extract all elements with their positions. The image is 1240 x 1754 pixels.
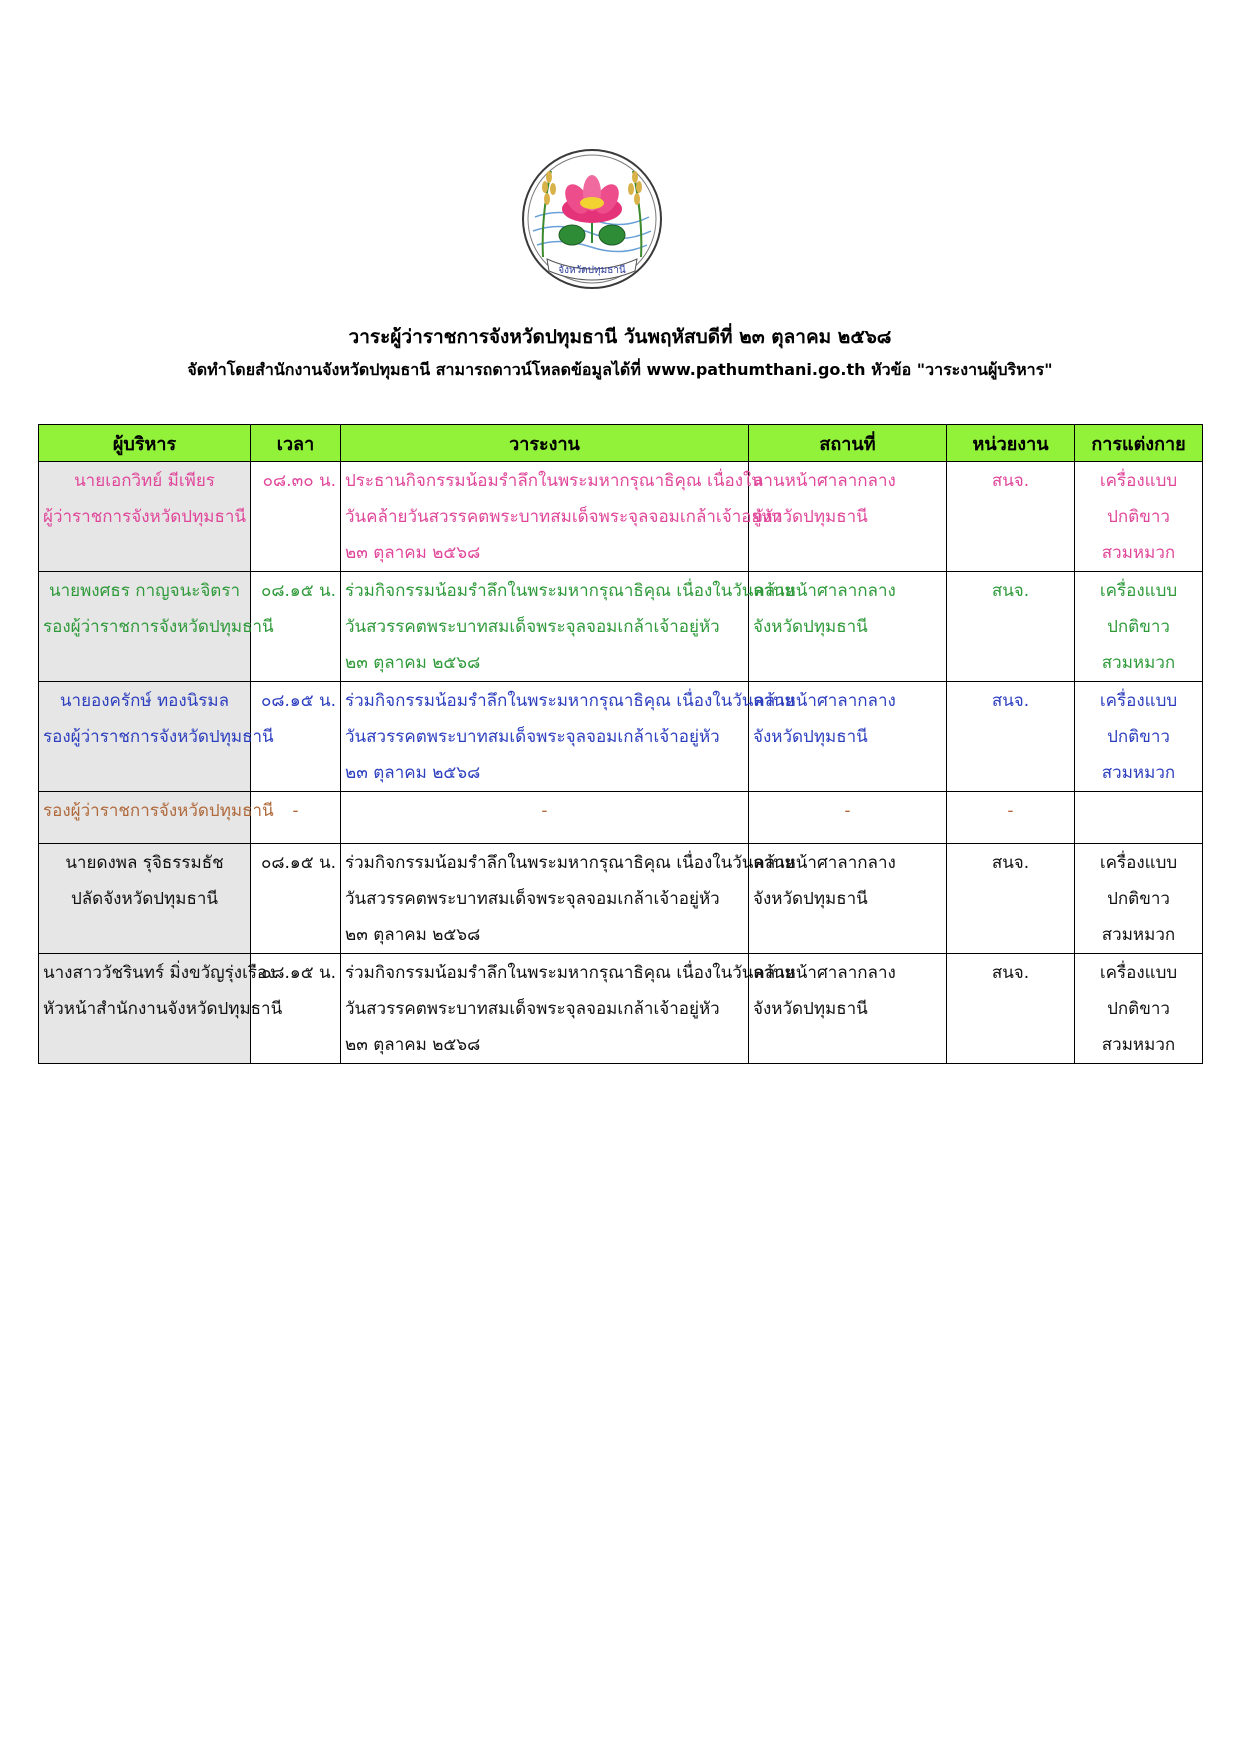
place-cell: - xyxy=(749,792,947,844)
place-line: จังหวัดปทุมธานี xyxy=(753,507,868,527)
dress-cell xyxy=(1075,954,1203,1064)
place-line: จังหวัดปทุมธานี xyxy=(753,999,868,1019)
agenda-cell xyxy=(341,462,783,572)
agenda-line: ๒๓ ตุลาคม ๒๕๖๘ xyxy=(345,653,481,673)
dress-cell xyxy=(1075,844,1203,954)
place-line: ลานหน้าศาลากลาง xyxy=(753,471,896,491)
executive-cell xyxy=(39,954,283,1064)
column-header-time: เวลา xyxy=(251,425,341,462)
place-cell xyxy=(749,572,947,682)
time-cell: ๐๘.๑๕ น. xyxy=(251,844,341,954)
agenda-line: วันคล้ายวันสวรรคตพระบาทสมเด็จพระจุลจอมเกล้าเจ้าอยู่หัว xyxy=(345,507,783,527)
dress-line: ปกติขาว xyxy=(1107,999,1170,1019)
agenda-line: ร่วมกิจกรรมน้อมรำลึกในพระมหากรุณาธิคุณ เนื่องในวันคล้าย xyxy=(345,963,795,983)
agenda-line: วันสวรรคตพระบาทสมเด็จพระจุลจอมเกล้าเจ้าอยู่หัว xyxy=(345,999,720,1019)
dress-cell xyxy=(1075,462,1203,572)
dress-line: เครื่องแบบ xyxy=(1099,963,1178,983)
executive-cell xyxy=(39,844,251,954)
table-header-row xyxy=(39,425,1203,462)
executive-name: นายดงพล รุจิธรรมธัช xyxy=(65,853,224,873)
agenda-cell xyxy=(341,844,795,954)
place-cell xyxy=(749,682,947,792)
executive-position: รองผู้ว่าราชการจังหวัดปทุมธานี xyxy=(43,801,274,821)
executive-name: นายเอกวิทย์ มีเพียร xyxy=(74,471,215,491)
time-cell: ๐๘.๑๕ น. xyxy=(251,682,341,792)
agenda-line: ๒๓ ตุลาคม ๒๕๖๘ xyxy=(345,543,481,563)
dress-line: สวมหมวก xyxy=(1101,653,1176,673)
unit-cell: - xyxy=(947,792,1075,844)
dress-line: เครื่องแบบ xyxy=(1099,853,1178,873)
agenda-line: ร่วมกิจกรรมน้อมรำลึกในพระมหากรุณาธิคุณ เนื่องในวันคล้าย xyxy=(345,691,795,711)
executive-position: หัวหน้าสำนักงานจังหวัดปทุมธานี xyxy=(43,999,283,1019)
page-title: วาระผู้ว่าราชการจังหวัดปทุมธานี วันพฤหัสบดีที่ ๒๓ ตุลาคม ๒๕๖๘ xyxy=(348,326,892,348)
dress-line: ปกติขาว xyxy=(1107,727,1170,747)
agenda-cell: - xyxy=(341,792,749,844)
table-row xyxy=(39,844,1203,954)
agenda-line: ร่วมกิจกรรมน้อมรำลึกในพระมหากรุณาธิคุณ เนื่องในวันคล้าย xyxy=(345,853,795,873)
agenda-cell xyxy=(341,682,795,792)
agenda-line: ๒๓ ตุลาคม ๒๕๖๘ xyxy=(345,763,481,783)
agenda-cell xyxy=(341,954,795,1064)
dress-line: สวมหมวก xyxy=(1101,1035,1176,1055)
agenda-line: วันสวรรคตพระบาทสมเด็จพระจุลจอมเกล้าเจ้าอยู่หัว xyxy=(345,889,720,909)
dress-line: เครื่องแบบ xyxy=(1099,691,1178,711)
dress-cell xyxy=(1075,682,1203,792)
table-row xyxy=(39,572,1203,682)
time-cell: - xyxy=(251,792,341,844)
unit-cell: สนจ. xyxy=(947,462,1075,572)
agenda-cell xyxy=(341,572,795,682)
executive-name: นายพงศธร กาญจนะจิตรา xyxy=(48,581,241,601)
page-subtitle: จัดทำโดยสำนักงานจังหวัดปทุมธานี สามารถดาวน์โหลดข้อมูลได้ที่ www.pathumthani.go.th หัวข้อ "วาระงานผู้บริหาร" xyxy=(187,360,1053,379)
dress-line: ปกติขาว xyxy=(1107,507,1170,527)
executive-cell xyxy=(39,792,274,844)
unit-cell: สนจ. xyxy=(947,682,1075,792)
executive-name: นายองครักษ์ ทองนิรมล xyxy=(59,691,230,711)
place-line: ลานหน้าศาลากลาง xyxy=(753,581,896,601)
time-cell: ๐๘.๑๕ น. xyxy=(251,954,341,1064)
executive-cell xyxy=(39,682,274,792)
agenda-line: ประธานกิจกรรมน้อมรำลึกในพระมหากรุณาธิคุณ เนื่องใน xyxy=(345,471,763,491)
dress-line: สวมหมวก xyxy=(1101,925,1176,945)
executive-position: ปลัดจังหวัดปทุมธานี xyxy=(70,889,219,909)
column-header-dress: การแต่งกาย xyxy=(1075,425,1203,462)
agenda-line: วันสวรรคตพระบาทสมเด็จพระจุลจอมเกล้าเจ้าอยู่หัว xyxy=(345,617,720,637)
executive-agenda-table xyxy=(38,424,1203,1064)
table-row xyxy=(39,682,1203,792)
unit-cell: สนจ. xyxy=(947,844,1075,954)
table-row xyxy=(39,462,1203,572)
dress-line: ปกติขาว xyxy=(1107,617,1170,637)
executive-name: นางสาววัชรินทร์ มิ่งขวัญรุ่งเรือง xyxy=(43,963,276,983)
dress-line: เครื่องแบบ xyxy=(1099,581,1178,601)
place-line: จังหวัดปทุมธานี xyxy=(753,617,868,637)
unit-cell: สนจ. xyxy=(947,954,1075,1064)
time-cell: ๐๘.๑๕ น. xyxy=(251,572,341,682)
column-header-unit: หน่วยงาน xyxy=(947,425,1075,462)
executive-cell xyxy=(39,462,251,572)
place-line: จังหวัดปทุมธานี xyxy=(753,727,868,747)
agenda-line: ๒๓ ตุลาคม ๒๕๖๘ xyxy=(345,925,481,945)
place-cell xyxy=(749,954,947,1064)
agenda-line: ๒๓ ตุลาคม ๒๕๖๘ xyxy=(345,1035,481,1055)
dress-cell xyxy=(1075,572,1203,682)
table-row xyxy=(39,954,1203,1064)
seal-text: จังหวัดปทุมธานี xyxy=(558,265,626,276)
executive-position: รองผู้ว่าราชการจังหวัดปทุมธานี xyxy=(43,617,274,637)
unit-cell: สนจ. xyxy=(947,572,1075,682)
executive-position: รองผู้ว่าราชการจังหวัดปทุมธานี xyxy=(43,727,274,747)
dress-line: สวมหมวก xyxy=(1101,543,1176,563)
column-header-agenda: วาระงาน xyxy=(341,425,749,462)
place-line: ลานหน้าศาลากลาง xyxy=(753,853,896,873)
column-header-executive: ผู้บริหาร xyxy=(39,425,251,462)
executive-position: ผู้ว่าราชการจังหวัดปทุมธานี xyxy=(43,507,247,527)
dress-line: ปกติขาว xyxy=(1107,889,1170,909)
pathum-thani-seal-logo xyxy=(521,147,663,293)
place-line: ลานหน้าศาลากลาง xyxy=(753,963,896,983)
table-row xyxy=(39,792,1203,844)
place-line: จังหวัดปทุมธานี xyxy=(753,889,868,909)
column-header-place: สถานที่ xyxy=(749,425,947,462)
dress-line: สวมหมวก xyxy=(1101,763,1176,783)
place-cell xyxy=(749,844,947,954)
agenda-line: วันสวรรคตพระบาทสมเด็จพระจุลจอมเกล้าเจ้าอยู่หัว xyxy=(345,727,720,747)
agenda-line: ร่วมกิจกรรมน้อมรำลึกในพระมหากรุณาธิคุณ เนื่องในวันคล้าย xyxy=(345,581,795,601)
place-line: ลานหน้าศาลากลาง xyxy=(753,691,896,711)
time-cell: ๐๘.๓๐ น. xyxy=(251,462,341,572)
place-cell xyxy=(749,462,947,572)
dress-line: เครื่องแบบ xyxy=(1099,471,1178,491)
executive-cell xyxy=(39,572,274,682)
dress-cell xyxy=(1075,792,1203,844)
